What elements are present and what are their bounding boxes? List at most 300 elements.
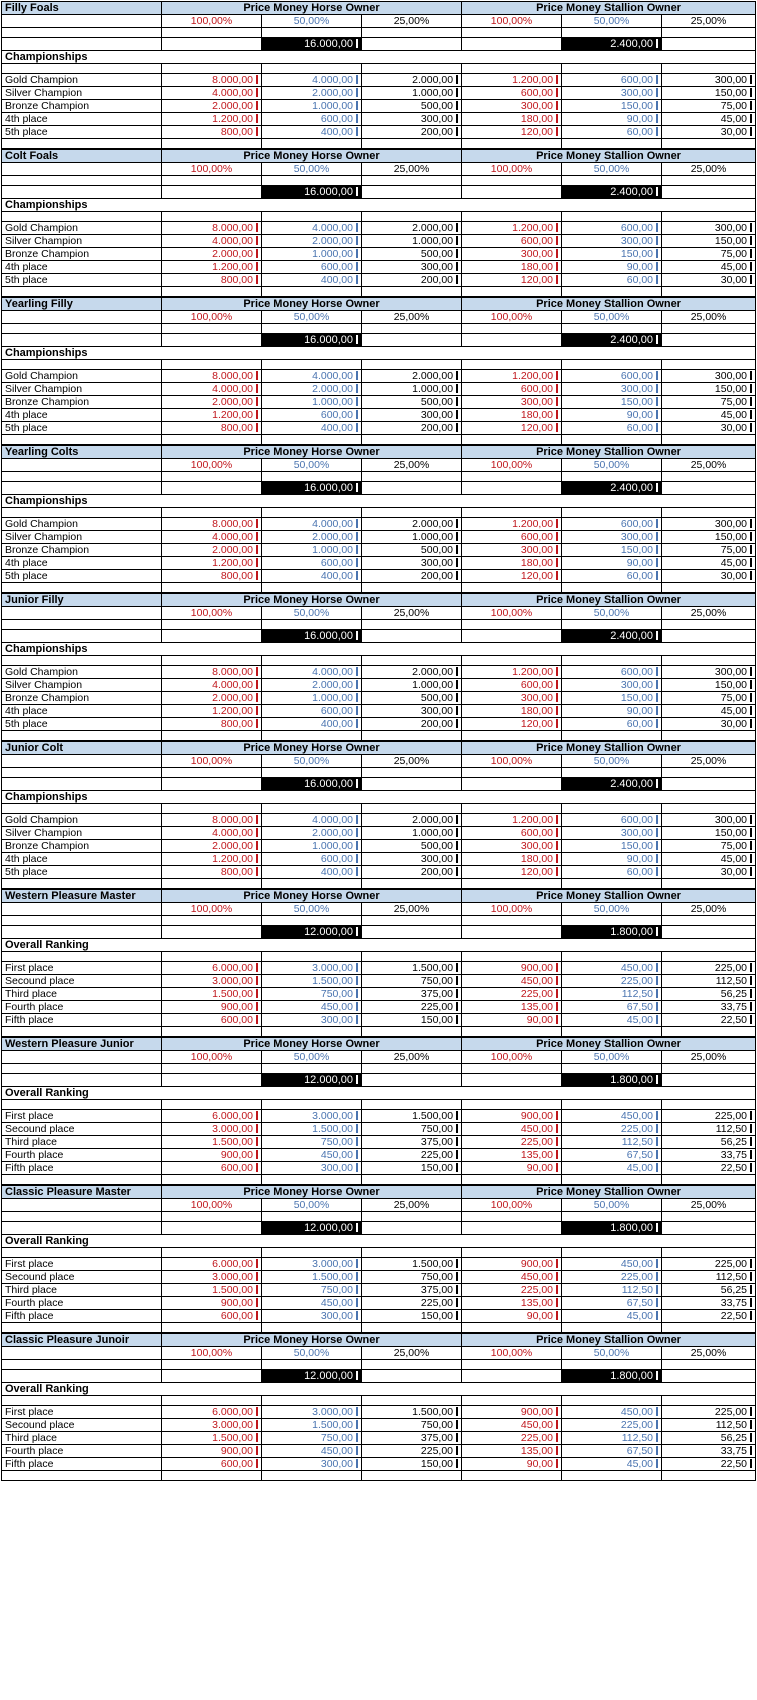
amount-cell[interactable] — [362, 1310, 462, 1323]
amount-cell[interactable] — [462, 1258, 562, 1271]
empty-cell[interactable] — [262, 472, 362, 482]
percent-cell[interactable]: 25,00% — [662, 163, 756, 176]
amount-cell[interactable] — [562, 422, 662, 435]
empty-cell[interactable] — [362, 879, 462, 889]
percent-cell[interactable]: 25,00% — [662, 311, 756, 324]
amount-cell[interactable] — [262, 235, 362, 248]
owner-header[interactable]: Price Money Horse Owner — [162, 594, 462, 607]
empty-cell[interactable] — [162, 212, 262, 222]
empty-cell[interactable] — [162, 916, 262, 926]
empty-cell[interactable] — [362, 482, 462, 495]
placement-label[interactable]: Fifth place — [2, 1458, 162, 1471]
empty-cell[interactable] — [262, 1212, 362, 1222]
empty-cell[interactable] — [462, 1027, 562, 1037]
amount-cell[interactable] — [362, 1001, 462, 1014]
amount-cell[interactable] — [662, 396, 756, 409]
percent-cell[interactable]: 100,00% — [162, 903, 262, 916]
stallion-header[interactable]: Price Money Stallion Owner — [462, 298, 756, 311]
amount-cell[interactable] — [262, 1001, 362, 1014]
amount-cell[interactable] — [362, 1136, 462, 1149]
empty-cell[interactable] — [162, 28, 262, 38]
total-stallion-cell[interactable] — [562, 38, 662, 51]
amount-cell[interactable] — [362, 840, 462, 853]
empty-cell[interactable] — [2, 212, 162, 222]
amount-cell[interactable] — [462, 1123, 562, 1136]
empty-cell[interactable] — [2, 287, 162, 297]
amount-cell[interactable] — [562, 1458, 662, 1471]
percent-cell[interactable]: 50,00% — [562, 1051, 662, 1064]
stallion-header[interactable]: Price Money Stallion Owner — [462, 1038, 756, 1051]
empty-cell[interactable] — [162, 360, 262, 370]
empty-cell[interactable] — [162, 768, 262, 778]
amount-cell[interactable] — [262, 518, 362, 531]
empty-cell[interactable] — [2, 163, 162, 176]
empty-cell[interactable] — [362, 1370, 462, 1383]
empty-cell[interactable] — [462, 508, 562, 518]
empty-cell[interactable] — [262, 1360, 362, 1370]
empty-cell[interactable] — [362, 334, 462, 347]
amount-cell[interactable] — [162, 705, 262, 718]
amount-cell[interactable] — [362, 975, 462, 988]
empty-cell[interactable] — [662, 472, 756, 482]
empty-cell[interactable] — [462, 1222, 562, 1235]
percent-cell[interactable]: 25,00% — [362, 903, 462, 916]
amount-cell[interactable] — [162, 100, 262, 113]
percent-cell[interactable]: 25,00% — [362, 607, 462, 620]
empty-cell[interactable] — [462, 64, 562, 74]
amount-cell[interactable] — [462, 518, 562, 531]
amount-cell[interactable] — [462, 827, 562, 840]
amount-cell[interactable] — [562, 1162, 662, 1175]
amount-cell[interactable] — [662, 1445, 756, 1458]
amount-cell[interactable] — [562, 1258, 662, 1271]
empty-cell[interactable] — [662, 28, 756, 38]
empty-cell[interactable] — [162, 64, 262, 74]
empty-cell[interactable] — [362, 768, 462, 778]
empty-cell[interactable] — [362, 916, 462, 926]
empty-cell[interactable] — [662, 360, 756, 370]
placement-label[interactable]: Secound place — [2, 1271, 162, 1284]
empty-cell[interactable] — [662, 176, 756, 186]
empty-cell[interactable] — [362, 1360, 462, 1370]
empty-cell[interactable] — [2, 176, 162, 186]
amount-cell[interactable] — [662, 1406, 756, 1419]
empty-cell[interactable] — [662, 334, 756, 347]
empty-cell[interactable] — [562, 28, 662, 38]
amount-cell[interactable] — [462, 409, 562, 422]
placement-label[interactable]: 5th place — [2, 274, 162, 287]
empty-cell[interactable] — [662, 324, 756, 334]
amount-cell[interactable] — [362, 1419, 462, 1432]
amount-cell[interactable] — [362, 814, 462, 827]
empty-cell[interactable] — [2, 1212, 162, 1222]
amount-cell[interactable] — [462, 1271, 562, 1284]
owner-header[interactable]: Price Money Horse Owner — [162, 890, 462, 903]
empty-cell[interactable] — [362, 952, 462, 962]
owner-header[interactable]: Price Money Horse Owner — [162, 1186, 462, 1199]
amount-cell[interactable] — [562, 274, 662, 287]
amount-cell[interactable] — [262, 975, 362, 988]
percent-cell[interactable]: 25,00% — [662, 607, 756, 620]
amount-cell[interactable] — [562, 705, 662, 718]
empty-cell[interactable] — [262, 1323, 362, 1333]
amount-cell[interactable] — [162, 74, 262, 87]
placement-label[interactable]: 5th place — [2, 866, 162, 879]
placement-label[interactable]: Fourth place — [2, 1297, 162, 1310]
empty-cell[interactable] — [162, 508, 262, 518]
total-stallion-cell[interactable] — [562, 1370, 662, 1383]
amount-cell[interactable] — [362, 74, 462, 87]
percent-cell[interactable]: 50,00% — [262, 607, 362, 620]
amount-cell[interactable] — [162, 370, 262, 383]
empty-cell[interactable] — [162, 482, 262, 495]
empty-cell[interactable] — [462, 38, 562, 51]
placement-label[interactable]: Third place — [2, 1284, 162, 1297]
placement-label[interactable]: 4th place — [2, 557, 162, 570]
empty-cell[interactable] — [362, 804, 462, 814]
empty-cell[interactable] — [262, 1471, 362, 1481]
empty-cell[interactable] — [2, 1100, 162, 1110]
empty-cell[interactable] — [362, 186, 462, 199]
owner-header[interactable]: Price Money Horse Owner — [162, 1334, 462, 1347]
empty-cell[interactable] — [462, 324, 562, 334]
empty-cell[interactable] — [162, 620, 262, 630]
amount-cell[interactable] — [562, 1310, 662, 1323]
amount-cell[interactable] — [362, 827, 462, 840]
empty-cell[interactable] — [362, 435, 462, 445]
amount-cell[interactable] — [362, 1406, 462, 1419]
amount-cell[interactable] — [562, 248, 662, 261]
amount-cell[interactable] — [562, 1432, 662, 1445]
amount-cell[interactable] — [362, 1014, 462, 1027]
amount-cell[interactable] — [362, 100, 462, 113]
amount-cell[interactable] — [462, 1110, 562, 1123]
amount-cell[interactable] — [662, 1162, 756, 1175]
empty-cell[interactable] — [562, 952, 662, 962]
subheading[interactable]: Overall Ranking — [2, 1087, 756, 1100]
percent-cell[interactable]: 25,00% — [662, 459, 756, 472]
amount-cell[interactable] — [462, 570, 562, 583]
amount-cell[interactable] — [462, 679, 562, 692]
amount-cell[interactable] — [162, 718, 262, 731]
empty-cell[interactable] — [362, 630, 462, 643]
amount-cell[interactable] — [662, 692, 756, 705]
amount-cell[interactable] — [362, 113, 462, 126]
amount-cell[interactable] — [662, 666, 756, 679]
percent-cell[interactable]: 25,00% — [362, 1199, 462, 1212]
empty-cell[interactable] — [662, 583, 756, 593]
empty-cell[interactable] — [462, 1360, 562, 1370]
empty-cell[interactable] — [462, 28, 562, 38]
amount-cell[interactable] — [362, 557, 462, 570]
empty-cell[interactable] — [562, 804, 662, 814]
amount-cell[interactable] — [562, 866, 662, 879]
amount-cell[interactable] — [462, 1445, 562, 1458]
amount-cell[interactable] — [662, 544, 756, 557]
amount-cell[interactable] — [362, 570, 462, 583]
amount-cell[interactable] — [562, 383, 662, 396]
empty-cell[interactable] — [562, 620, 662, 630]
empty-cell[interactable] — [2, 472, 162, 482]
stallion-header[interactable]: Price Money Stallion Owner — [462, 594, 756, 607]
empty-cell[interactable] — [262, 64, 362, 74]
amount-cell[interactable] — [462, 1136, 562, 1149]
amount-cell[interactable] — [662, 248, 756, 261]
amount-cell[interactable] — [162, 1149, 262, 1162]
percent-cell[interactable]: 50,00% — [562, 1347, 662, 1360]
amount-cell[interactable] — [562, 570, 662, 583]
empty-cell[interactable] — [162, 952, 262, 962]
amount-cell[interactable] — [562, 235, 662, 248]
empty-cell[interactable] — [462, 482, 562, 495]
amount-cell[interactable] — [562, 1406, 662, 1419]
section-title[interactable]: Western Pleasure Master — [2, 890, 162, 903]
empty-cell[interactable] — [562, 176, 662, 186]
empty-cell[interactable] — [662, 1370, 756, 1383]
amount-cell[interactable] — [262, 383, 362, 396]
percent-cell[interactable]: 100,00% — [462, 1051, 562, 1064]
empty-cell[interactable] — [2, 731, 162, 741]
empty-cell[interactable] — [662, 1175, 756, 1185]
empty-cell[interactable] — [2, 755, 162, 768]
empty-cell[interactable] — [2, 879, 162, 889]
amount-cell[interactable] — [362, 274, 462, 287]
empty-cell[interactable] — [562, 1175, 662, 1185]
empty-cell[interactable] — [2, 28, 162, 38]
amount-cell[interactable] — [362, 1297, 462, 1310]
empty-cell[interactable] — [162, 38, 262, 51]
empty-cell[interactable] — [662, 656, 756, 666]
empty-cell[interactable] — [662, 64, 756, 74]
amount-cell[interactable] — [562, 962, 662, 975]
empty-cell[interactable] — [562, 64, 662, 74]
empty-cell[interactable] — [2, 583, 162, 593]
amount-cell[interactable] — [262, 422, 362, 435]
percent-cell[interactable]: 50,00% — [262, 15, 362, 28]
amount-cell[interactable] — [562, 222, 662, 235]
empty-cell[interactable] — [362, 731, 462, 741]
empty-cell[interactable] — [362, 926, 462, 939]
empty-cell[interactable] — [2, 804, 162, 814]
percent-cell[interactable]: 25,00% — [362, 163, 462, 176]
amount-cell[interactable] — [462, 814, 562, 827]
amount-cell[interactable] — [262, 1419, 362, 1432]
owner-header[interactable]: Price Money Horse Owner — [162, 150, 462, 163]
amount-cell[interactable] — [162, 1110, 262, 1123]
empty-cell[interactable] — [362, 360, 462, 370]
amount-cell[interactable] — [262, 261, 362, 274]
amount-cell[interactable] — [162, 1258, 262, 1271]
empty-cell[interactable] — [262, 656, 362, 666]
empty-cell[interactable] — [562, 1360, 662, 1370]
amount-cell[interactable] — [662, 74, 756, 87]
empty-cell[interactable] — [162, 656, 262, 666]
empty-cell[interactable] — [562, 472, 662, 482]
amount-cell[interactable] — [162, 1123, 262, 1136]
amount-cell[interactable] — [362, 1149, 462, 1162]
amount-cell[interactable] — [362, 1458, 462, 1471]
empty-cell[interactable] — [662, 1248, 756, 1258]
section-title[interactable]: Filly Foals — [2, 2, 162, 15]
empty-cell[interactable] — [262, 176, 362, 186]
empty-cell[interactable] — [262, 804, 362, 814]
amount-cell[interactable] — [262, 1458, 362, 1471]
empty-cell[interactable] — [362, 1323, 462, 1333]
amount-cell[interactable] — [662, 383, 756, 396]
amount-cell[interactable] — [662, 100, 756, 113]
amount-cell[interactable] — [362, 261, 462, 274]
empty-cell[interactable] — [462, 1248, 562, 1258]
empty-cell[interactable] — [2, 508, 162, 518]
empty-cell[interactable] — [2, 186, 162, 199]
empty-cell[interactable] — [162, 1222, 262, 1235]
amount-cell[interactable] — [462, 718, 562, 731]
placement-label[interactable]: Bronze Champion — [2, 396, 162, 409]
empty-cell[interactable] — [262, 879, 362, 889]
placement-label[interactable]: Bronze Champion — [2, 692, 162, 705]
empty-cell[interactable] — [362, 1074, 462, 1087]
percent-cell[interactable]: 100,00% — [162, 163, 262, 176]
empty-cell[interactable] — [2, 656, 162, 666]
amount-cell[interactable] — [262, 100, 362, 113]
amount-cell[interactable] — [162, 422, 262, 435]
amount-cell[interactable] — [662, 718, 756, 731]
amount-cell[interactable] — [462, 531, 562, 544]
amount-cell[interactable] — [262, 705, 362, 718]
amount-cell[interactable] — [162, 1284, 262, 1297]
amount-cell[interactable] — [562, 827, 662, 840]
placement-label[interactable]: Fifth place — [2, 1162, 162, 1175]
section-title[interactable]: Yearling Colts — [2, 446, 162, 459]
empty-cell[interactable] — [562, 1248, 662, 1258]
percent-cell[interactable]: 25,00% — [362, 1347, 462, 1360]
amount-cell[interactable] — [262, 988, 362, 1001]
percent-cell[interactable]: 50,00% — [262, 755, 362, 768]
empty-cell[interactable] — [162, 1370, 262, 1383]
empty-cell[interactable] — [162, 1212, 262, 1222]
amount-cell[interactable] — [362, 396, 462, 409]
percent-cell[interactable]: 25,00% — [662, 903, 756, 916]
amount-cell[interactable] — [562, 692, 662, 705]
empty-cell[interactable] — [662, 879, 756, 889]
stallion-header[interactable]: Price Money Stallion Owner — [462, 742, 756, 755]
placement-label[interactable]: Gold Champion — [2, 370, 162, 383]
percent-cell[interactable]: 50,00% — [562, 15, 662, 28]
empty-cell[interactable] — [662, 1074, 756, 1087]
amount-cell[interactable] — [462, 853, 562, 866]
empty-cell[interactable] — [362, 1222, 462, 1235]
amount-cell[interactable] — [462, 866, 562, 879]
empty-cell[interactable] — [662, 212, 756, 222]
empty-cell[interactable] — [562, 212, 662, 222]
amount-cell[interactable] — [662, 518, 756, 531]
amount-cell[interactable] — [162, 274, 262, 287]
amount-cell[interactable] — [162, 666, 262, 679]
percent-cell[interactable]: 50,00% — [562, 1199, 662, 1212]
amount-cell[interactable] — [662, 853, 756, 866]
total-stallion-cell[interactable] — [562, 482, 662, 495]
empty-cell[interactable] — [562, 879, 662, 889]
percent-cell[interactable]: 100,00% — [162, 1347, 262, 1360]
total-owner-cell[interactable] — [262, 778, 362, 791]
empty-cell[interactable] — [362, 620, 462, 630]
amount-cell[interactable] — [462, 666, 562, 679]
empty-cell[interactable] — [462, 804, 562, 814]
empty-cell[interactable] — [162, 324, 262, 334]
percent-cell[interactable]: 100,00% — [462, 1199, 562, 1212]
amount-cell[interactable] — [262, 1271, 362, 1284]
placement-label[interactable]: Gold Champion — [2, 222, 162, 235]
amount-cell[interactable] — [262, 1432, 362, 1445]
empty-cell[interactable] — [262, 508, 362, 518]
placement-label[interactable]: Silver Champion — [2, 531, 162, 544]
empty-cell[interactable] — [662, 139, 756, 149]
amount-cell[interactable] — [362, 705, 462, 718]
placement-label[interactable]: Bronze Champion — [2, 544, 162, 557]
empty-cell[interactable] — [262, 1248, 362, 1258]
empty-cell[interactable] — [662, 926, 756, 939]
empty-cell[interactable] — [162, 139, 262, 149]
percent-cell[interactable]: 50,00% — [262, 311, 362, 324]
amount-cell[interactable] — [162, 962, 262, 975]
amount-cell[interactable] — [562, 518, 662, 531]
empty-cell[interactable] — [462, 186, 562, 199]
percent-cell[interactable]: 50,00% — [262, 1199, 362, 1212]
percent-cell[interactable]: 100,00% — [462, 903, 562, 916]
amount-cell[interactable] — [562, 718, 662, 731]
placement-label[interactable]: Fourth place — [2, 1149, 162, 1162]
amount-cell[interactable] — [362, 222, 462, 235]
placement-label[interactable]: Gold Champion — [2, 666, 162, 679]
empty-cell[interactable] — [562, 1100, 662, 1110]
amount-cell[interactable] — [162, 261, 262, 274]
percent-cell[interactable]: 100,00% — [162, 459, 262, 472]
amount-cell[interactable] — [662, 1014, 756, 1027]
empty-cell[interactable] — [662, 768, 756, 778]
owner-header[interactable]: Price Money Horse Owner — [162, 742, 462, 755]
amount-cell[interactable] — [462, 1149, 562, 1162]
amount-cell[interactable] — [362, 1123, 462, 1136]
empty-cell[interactable] — [262, 620, 362, 630]
placement-label[interactable]: Gold Champion — [2, 74, 162, 87]
amount-cell[interactable] — [662, 1136, 756, 1149]
empty-cell[interactable] — [662, 630, 756, 643]
amount-cell[interactable] — [262, 1258, 362, 1271]
empty-cell[interactable] — [362, 1027, 462, 1037]
amount-cell[interactable] — [462, 1297, 562, 1310]
empty-cell[interactable] — [162, 1064, 262, 1074]
subheading[interactable]: Championships — [2, 347, 756, 360]
amount-cell[interactable] — [562, 1419, 662, 1432]
empty-cell[interactable] — [262, 916, 362, 926]
amount-cell[interactable] — [162, 570, 262, 583]
amount-cell[interactable] — [462, 1419, 562, 1432]
amount-cell[interactable] — [562, 396, 662, 409]
amount-cell[interactable] — [662, 1458, 756, 1471]
empty-cell[interactable] — [662, 1323, 756, 1333]
empty-cell[interactable] — [262, 435, 362, 445]
amount-cell[interactable] — [362, 718, 462, 731]
amount-cell[interactable] — [162, 383, 262, 396]
empty-cell[interactable] — [262, 287, 362, 297]
empty-cell[interactable] — [362, 656, 462, 666]
amount-cell[interactable] — [662, 988, 756, 1001]
placement-label[interactable]: Bronze Champion — [2, 100, 162, 113]
percent-cell[interactable]: 100,00% — [462, 1347, 562, 1360]
amount-cell[interactable] — [262, 962, 362, 975]
empty-cell[interactable] — [262, 583, 362, 593]
amount-cell[interactable] — [462, 705, 562, 718]
